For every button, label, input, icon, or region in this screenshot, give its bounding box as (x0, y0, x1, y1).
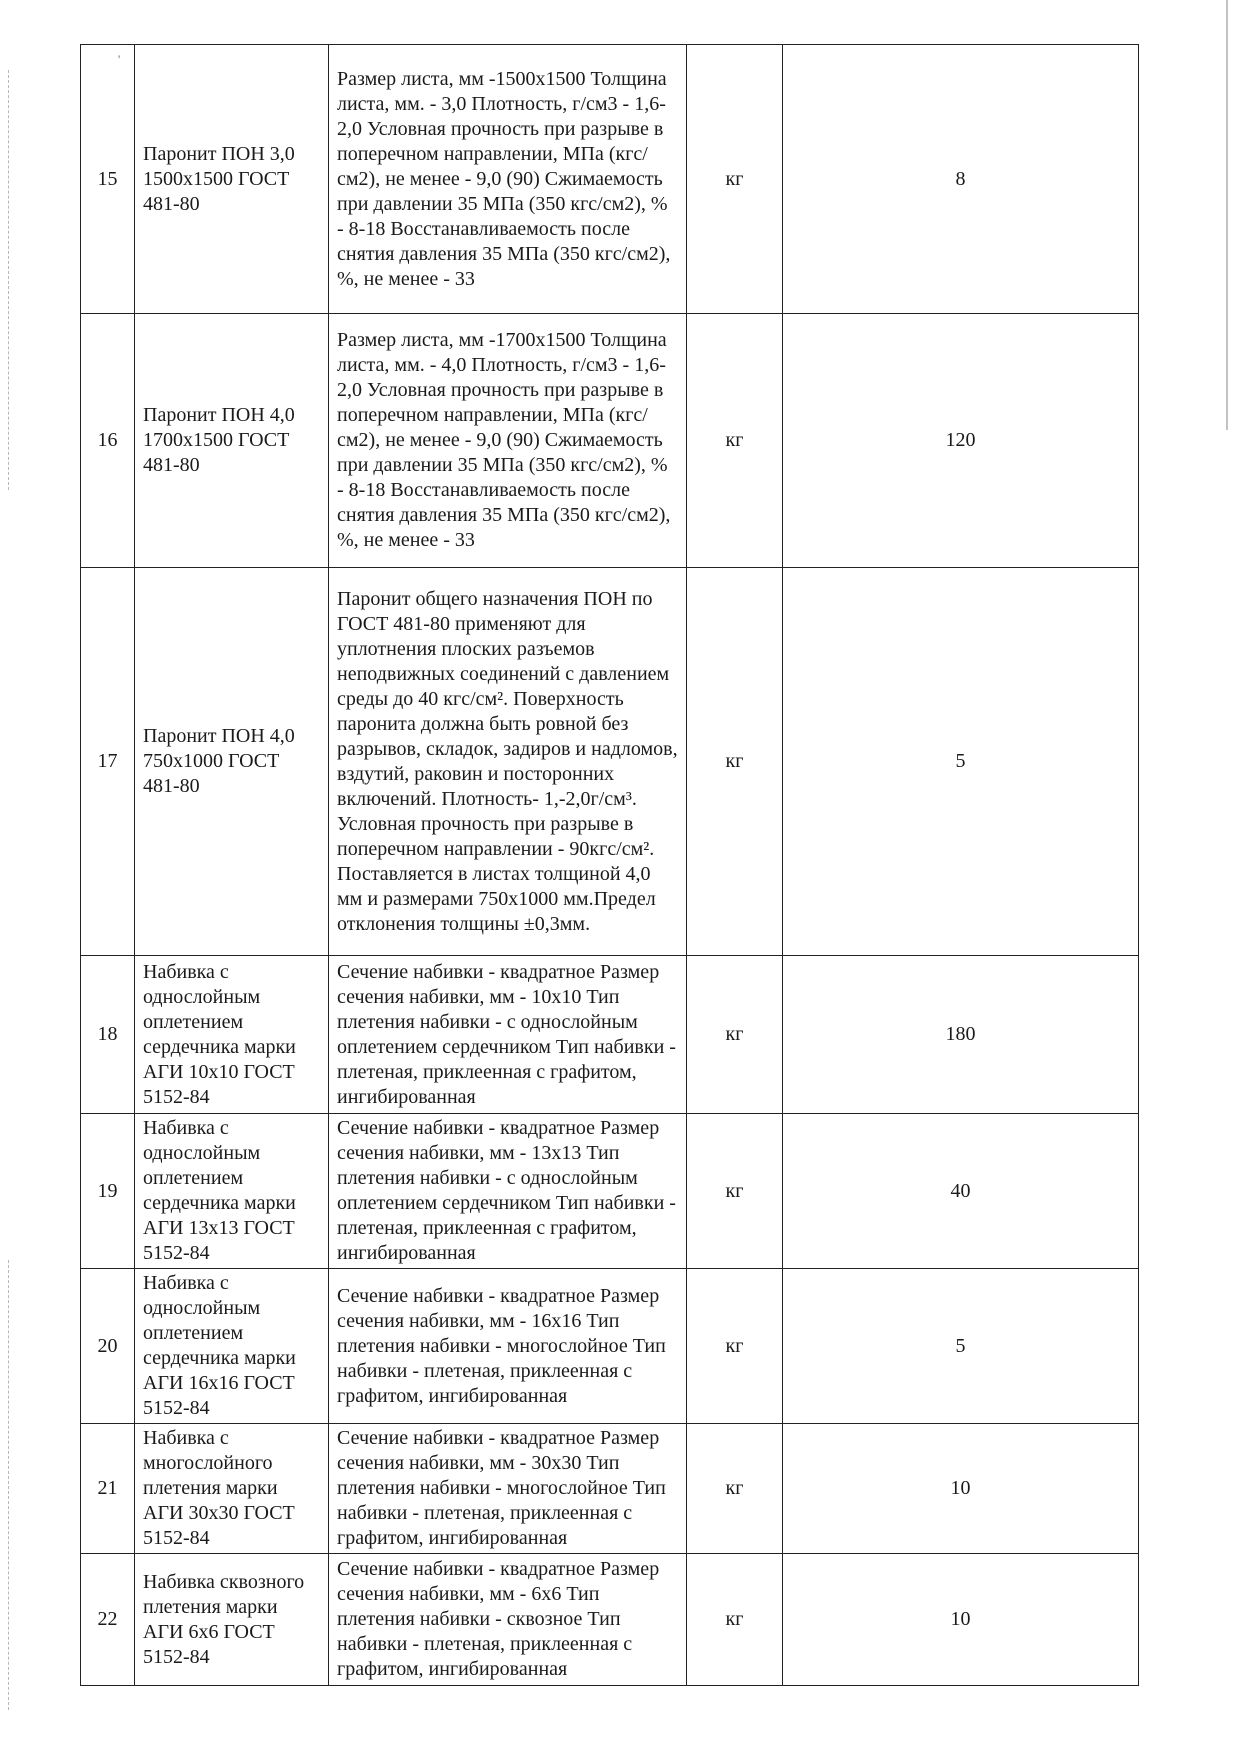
scan-edge-dots (8, 70, 10, 490)
item-description: Сечение набивки - квадратное Размер сечения набивки, мм - 16x16 Тип плетения набивки - многослойное Тип набивки - плетеная, приклеенная с графитом, ингибированная (329, 1269, 687, 1424)
row-number: 15 (81, 45, 135, 314)
item-description: Сечение набивки - квадратное Размер сечения набивки, мм - 10x10 Тип плетения набивки - с однослойным оплетением сердечником Тип набивки - плетеная, приклеенная с графитом, ингибированная (329, 956, 687, 1114)
item-name: Набивка с многослойного плетения марки АГИ 30x30 ГОСТ 5152-84 (135, 1424, 329, 1554)
item-quantity: 10 (783, 1424, 1139, 1554)
item-description: Размер листа, мм -1700x1500 Толщина листа, мм. - 4,0 Плотность, г/см3 - 1,6-2,0 Условная прочность при разрыве в поперечном направлении, МПа (кгс/см2), не менее - 9,0 (90) Сжимаемость при давлении 35 МПа (350 кгс/см2), % - 8-18 Восстанавливаемость после снятия давления 35 МПа (350 кгс/см2), %, не менее - 33 (329, 314, 687, 568)
table-row (81, 1554, 1139, 1686)
item-unit: кг (687, 45, 783, 314)
item-description: Размер листа, мм -1500x1500 Толщина листа, мм. - 3,0 Плотность, г/см3 - 1,6-2,0 Условная прочность при разрыве в поперечном направлении, МПа (кгс/см2), не менее - 9,0 (90) Сжимаемость при давлении 35 МПа (350 кгс/см2), % - 8-18 Восстанавливаемость после снятия давления 35 МПа (350 кгс/см2), %, не менее - 33 (329, 45, 687, 314)
row-number: 22 (81, 1554, 135, 1686)
item-unit: кг (687, 1424, 783, 1554)
item-name: Набивка с однослойным оплетением сердечника марки АГИ 16x16 ГОСТ 5152-84 (135, 1269, 329, 1424)
item-name: Паронит ПОН 4,0 1700x1500 ГОСТ 481-80 (135, 314, 329, 568)
item-description: Паронит общего назначения ПОН по ГОСТ 481-80 применяют для уплотнения плоских разъемов неподвижных соединений с давлением среды до 40 кгс/см². Поверхность паронита должна быть ровной без разрывов, складок, задиров и надломов, вздутий, раковин и посторонних включений. Плотность- 1,-2,0г/см³. Условная прочность при разрыве в поперечном направлении - 90кгс/см². Поставляется в листах толщиной 4,0 мм и размерами 750x1000 мм.Предел отклонения толщины ±0,3мм. (329, 568, 687, 956)
table-row (81, 1424, 1139, 1554)
item-quantity: 180 (783, 956, 1139, 1114)
scan-edge-line (1226, 0, 1228, 430)
table-row (81, 45, 1139, 314)
row-number: 19 (81, 1114, 135, 1269)
specification-table (80, 44, 1139, 1686)
row-number: 16 (81, 314, 135, 568)
item-description: Сечение набивки - квадратное Размер сечения набивки, мм - 6x6 Тип плетения набивки - сквозное Тип набивки - плетеная, приклеенная с графитом, ингибированная (329, 1554, 687, 1686)
scan-edge-dots (8, 1260, 10, 1710)
table-row (81, 1114, 1139, 1269)
row-number: 20 (81, 1269, 135, 1424)
item-quantity: 10 (783, 1554, 1139, 1686)
item-quantity: 40 (783, 1114, 1139, 1269)
item-quantity: 120 (783, 314, 1139, 568)
table-row (81, 1269, 1139, 1424)
table-row (81, 568, 1139, 956)
scan-corner-mark: ' (118, 52, 121, 66)
row-number: 17 (81, 568, 135, 956)
item-unit: кг (687, 568, 783, 956)
item-unit: кг (687, 956, 783, 1114)
item-description: Сечение набивки - квадратное Размер сечения набивки, мм - 13x13 Тип плетения набивки - с однослойным оплетением сердечником Тип набивки - плетеная, приклеенная с графитом, ингибированная (329, 1114, 687, 1269)
item-unit: кг (687, 1269, 783, 1424)
item-description: Сечение набивки - квадратное Размер сечения набивки, мм - 30x30 Тип плетения набивки - многослойное Тип набивки - плетеная, приклеенная с графитом, ингибированная (329, 1424, 687, 1554)
item-name: Набивка с однослойным оплетением сердечника марки АГИ 13x13 ГОСТ 5152-84 (135, 1114, 329, 1269)
row-number: 21 (81, 1424, 135, 1554)
table-row (81, 956, 1139, 1114)
item-name: Паронит ПОН 4,0 750x1000 ГОСТ 481-80 (135, 568, 329, 956)
row-number: 18 (81, 956, 135, 1114)
item-unit: кг (687, 314, 783, 568)
item-name: Набивка с однослойным оплетением сердечника марки АГИ 10x10 ГОСТ 5152-84 (135, 956, 329, 1114)
item-name: Паронит ПОН 3,0 1500x1500 ГОСТ 481-80 (135, 45, 329, 314)
item-unit: кг (687, 1114, 783, 1269)
item-quantity: 8 (783, 45, 1139, 314)
item-unit: кг (687, 1554, 783, 1686)
item-quantity: 5 (783, 1269, 1139, 1424)
item-name: Набивка сквозного плетения марки АГИ 6x6 ГОСТ 5152-84 (135, 1554, 329, 1686)
item-quantity: 5 (783, 568, 1139, 956)
table-row (81, 314, 1139, 568)
